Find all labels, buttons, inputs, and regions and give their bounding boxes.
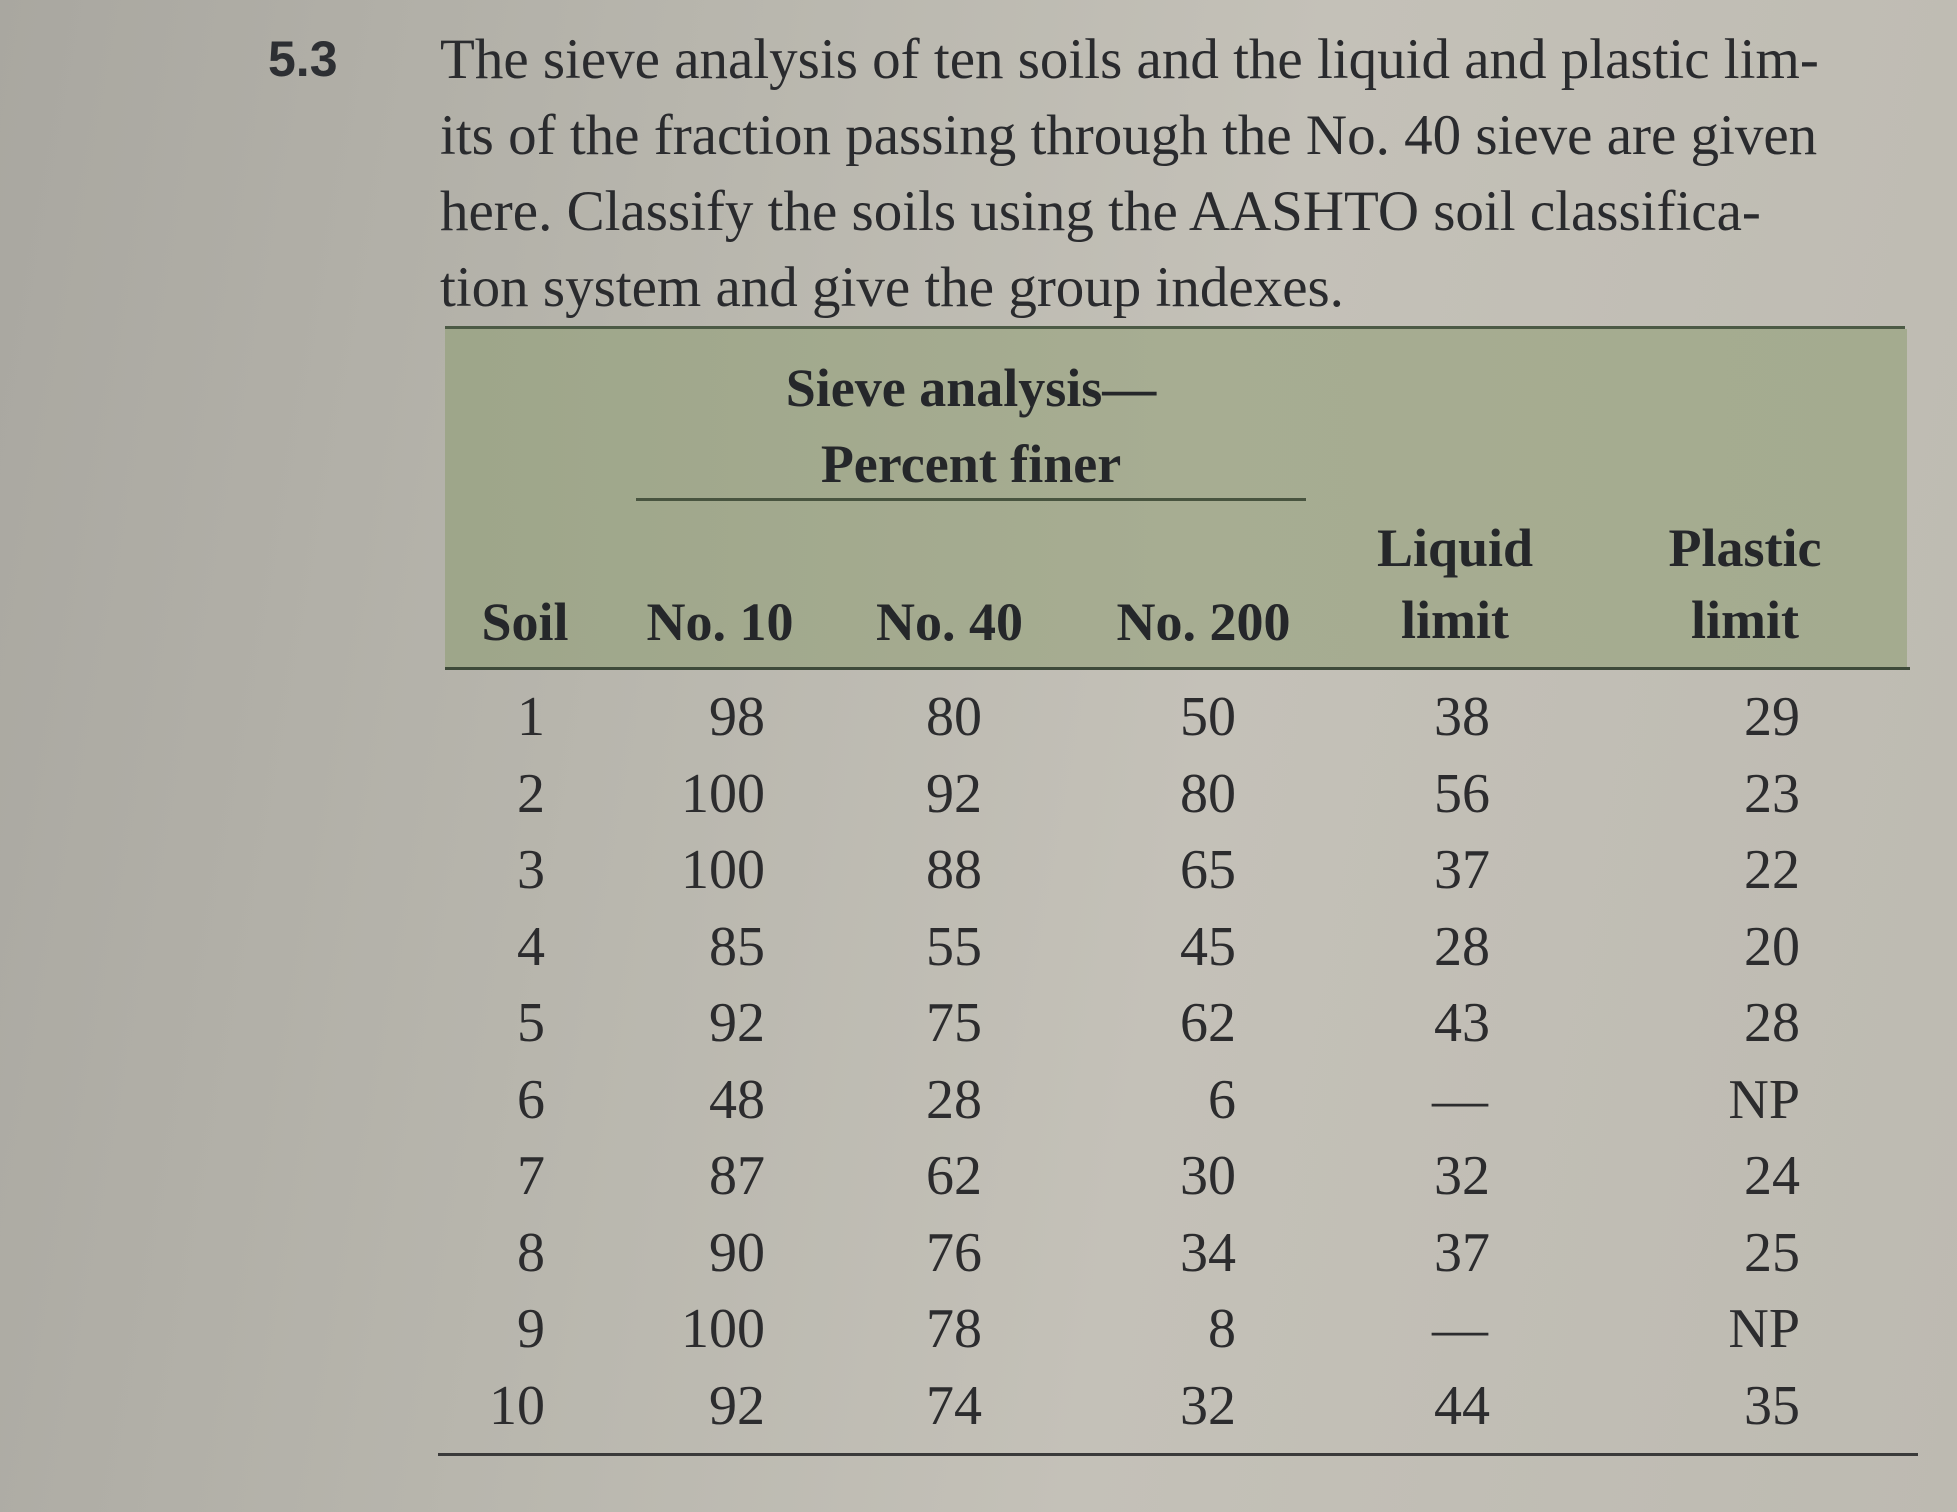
problem-line: here. Classify the soils using the AASHTO soil classifica-	[440, 180, 1761, 243]
header-line: Plastic	[1668, 518, 1822, 578]
table-header-rule	[445, 667, 1910, 670]
cell-plastic-limit: 23	[1744, 762, 1800, 825]
sieve-analysis-group-header	[636, 350, 1306, 502]
cell-liquid-limit: 37	[1434, 839, 1490, 901]
cell-no40: 88	[926, 839, 982, 901]
cell-liquid-limit: 43	[1434, 992, 1490, 1054]
header-line: limit	[1401, 590, 1509, 650]
header-line: Liquid	[1376, 518, 1534, 578]
cell-plastic-limit: NP	[1728, 1068, 1800, 1131]
cell-soil: 5	[517, 992, 545, 1054]
cell-no200: 8	[1208, 1298, 1236, 1360]
header-line: limit	[1691, 590, 1799, 650]
cell-no10: 48	[709, 1068, 765, 1131]
cell-liquid-limit: —	[1432, 1068, 1488, 1131]
group-header-line: Percent finer	[820, 434, 1122, 494]
cell-liquid-limit: —	[1432, 1298, 1488, 1360]
cell-soil: 1	[517, 686, 545, 748]
cell-soil: 9	[517, 1298, 545, 1360]
group-header-rule	[636, 498, 1306, 501]
cell-no10: 90	[709, 1221, 765, 1284]
cell-no200: 62	[1180, 992, 1236, 1054]
cell-no200: 32	[1180, 1374, 1236, 1437]
cell-no40: 80	[926, 686, 982, 748]
cell-no10: 85	[709, 915, 765, 978]
cell-no10: 87	[709, 1145, 765, 1207]
cell-plastic-limit: 20	[1744, 915, 1800, 978]
problem-statement	[440, 22, 1940, 326]
cell-no40: 92	[926, 762, 982, 825]
problem-line: tion system and give the group indexes.	[440, 256, 1344, 319]
cell-plastic-limit: 29	[1744, 686, 1800, 748]
cell-no200: 30	[1180, 1145, 1236, 1207]
cell-no40: 55	[926, 915, 982, 978]
cell-liquid-limit: 32	[1434, 1145, 1490, 1207]
cell-soil: 4	[517, 915, 545, 978]
cell-no10: 92	[709, 1374, 765, 1437]
group-header-line: Sieve analysis—	[785, 358, 1157, 418]
cell-plastic-limit: 28	[1744, 992, 1800, 1054]
cell-soil: 8	[517, 1221, 545, 1284]
column-header-no40: No. 40	[876, 592, 1023, 652]
column-header-soil: Soil	[481, 592, 569, 652]
column-header-no10: No. 10	[646, 592, 794, 652]
cell-no200: 45	[1180, 915, 1236, 978]
cell-no200: 34	[1180, 1221, 1236, 1284]
cell-no40: 28	[926, 1068, 982, 1131]
problem-number: 5.3	[268, 31, 338, 87]
cell-no200: 50	[1180, 686, 1236, 748]
problem-line: its of the fraction passing through the No. 40 sieve are given	[440, 104, 1818, 167]
problem-line: The sieve analysis of ten soils and the liquid and plastic lim-	[440, 28, 1819, 91]
column-header-plastic-limit	[1640, 512, 1850, 656]
cell-no10: 92	[709, 992, 765, 1054]
cell-no40: 76	[926, 1221, 982, 1284]
cell-plastic-limit: NP	[1728, 1298, 1800, 1360]
cell-plastic-limit: 24	[1744, 1145, 1800, 1207]
cell-no40: 62	[926, 1145, 982, 1207]
column-header-no200: No. 200	[1116, 592, 1291, 652]
cell-no40: 75	[926, 992, 982, 1054]
cell-plastic-limit: 22	[1744, 839, 1800, 901]
table-bottom-rule	[438, 1453, 1918, 1456]
cell-liquid-limit: 28	[1434, 915, 1490, 978]
cell-soil: 7	[517, 1145, 545, 1207]
cell-plastic-limit: 35	[1744, 1374, 1800, 1437]
cell-no40: 78	[926, 1298, 982, 1360]
cell-soil: 10	[489, 1374, 545, 1437]
cell-liquid-limit: 56	[1434, 762, 1490, 825]
cell-plastic-limit: 25	[1744, 1221, 1800, 1284]
cell-no200: 65	[1180, 839, 1236, 901]
cell-no10: 100	[681, 762, 765, 825]
cell-no200: 6	[1208, 1068, 1236, 1131]
cell-no10: 100	[681, 839, 765, 901]
cell-no200: 80	[1180, 762, 1236, 825]
column-header-liquid-limit	[1360, 512, 1550, 656]
cell-no40: 74	[926, 1374, 982, 1437]
cell-no10: 100	[681, 1298, 765, 1360]
cell-no10: 98	[709, 686, 765, 748]
cell-liquid-limit: 38	[1434, 686, 1490, 748]
cell-liquid-limit: 37	[1434, 1221, 1490, 1284]
cell-liquid-limit: 44	[1434, 1374, 1490, 1437]
cell-soil: 6	[517, 1068, 545, 1131]
cell-soil: 2	[517, 762, 545, 825]
cell-soil: 3	[517, 839, 545, 901]
